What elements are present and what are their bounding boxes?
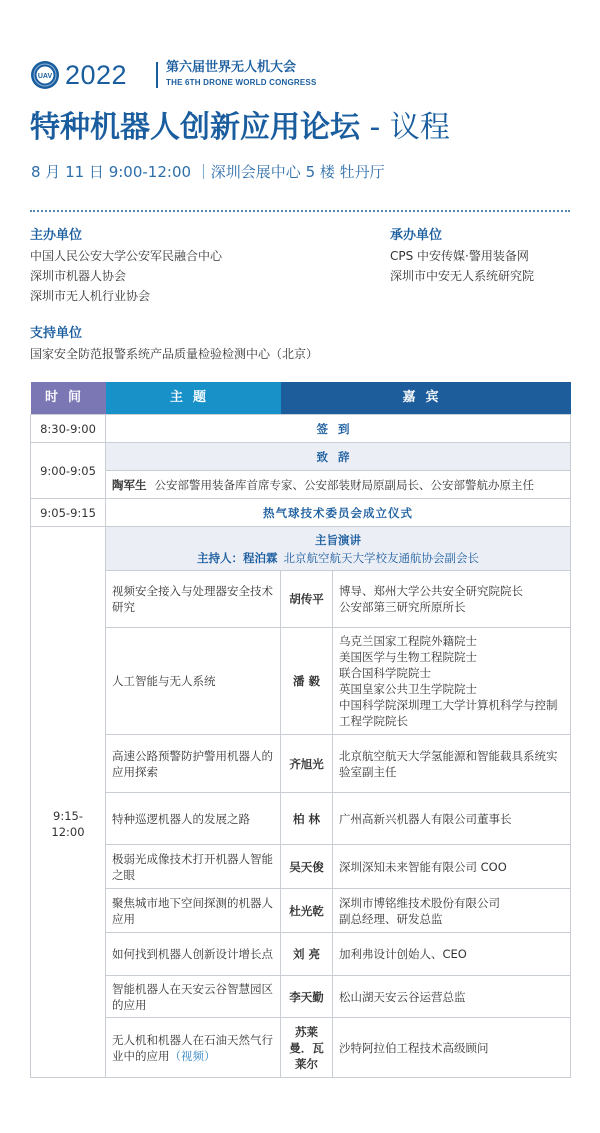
talk-speaker: 齐旭光 (281, 735, 333, 793)
talk-speaker: 柏 林 (281, 793, 333, 845)
talk-topic: 如何找到机器人创新设计增长点 (106, 933, 281, 976)
date-location: 8 月 11 日 9:00-12:00 ｜深圳会展中心 5 楼 牡丹厅 (31, 163, 385, 181)
dotted-divider (30, 210, 570, 212)
congress-name-cn: 第六届世界无人机大会 (166, 60, 297, 75)
talk-row (31, 845, 571, 889)
talk-row (31, 793, 571, 845)
talk-speaker-title: 加利弗设计创始人、CEO (333, 933, 571, 976)
support-item: 国家安全防范报警系统产品质量检验检测中心（北京） (30, 347, 319, 361)
talk-speaker-title: 松山湖天安云谷运营总监 (333, 976, 571, 1018)
agenda-table (30, 382, 571, 1078)
keynote-host-name: 程泊霖 (243, 550, 278, 565)
talk-topic: 智能机器人在天安云谷智慧园区的应用 (106, 976, 281, 1018)
speech-speaker-name: 陶军生 (112, 477, 147, 492)
talk-row (31, 889, 571, 933)
keynote-label: 主旨演讲 (315, 532, 361, 547)
talk-topic: 视频安全接入与处理器安全技术研究 (106, 571, 281, 628)
talk-speaker-title: 广州高新兴机器人有限公司董事长 (333, 793, 571, 845)
congress-name-en: THE 6TH DRONE WORLD CONGRESS (166, 78, 317, 87)
logo-text: UAV (37, 73, 53, 80)
uav-logo-icon (30, 60, 60, 90)
talk-row (31, 976, 571, 1018)
talk-speaker: 胡传平 (281, 571, 333, 628)
keynote-cell (106, 527, 571, 571)
talk-speaker-title: 深圳市博铭维技术股份有限公司 副总经理、研发总监 (333, 889, 571, 933)
page-title (30, 107, 450, 149)
congress-header (30, 58, 590, 94)
talk-speaker-title: 深圳深知未来智能有限公司 COO (333, 845, 571, 889)
talk-row (31, 1018, 571, 1078)
talk-topic: 极弱光成像技术打开机器人智能之眼 (106, 845, 281, 889)
speech-label: 致辞 (106, 443, 571, 471)
talk-speaker-title: 沙特阿拉伯工程技术高级顾问 (333, 1018, 571, 1078)
keynote-host-label: 主持人： (197, 550, 243, 565)
undertake-item: CPS 中安传媒·警用装备网 (390, 249, 529, 263)
talk-row (31, 735, 571, 793)
speech-row (31, 443, 571, 471)
signin-time: 8:30-9:00 (31, 415, 106, 443)
keynote-row (31, 527, 571, 571)
talk-speaker: 潘 毅 (281, 628, 333, 735)
host-heading: 主办单位 (30, 228, 83, 243)
signin-row (31, 415, 571, 443)
talk-topic-cell (106, 1018, 281, 1078)
signin-label: 签到 (106, 415, 571, 443)
talk-topic: 无人机和机器人在石油天然气行业中的应用 (112, 1032, 273, 1063)
speech-time: 9:00-9:05 (31, 443, 106, 499)
header-time: 时间 (31, 382, 106, 415)
undertake-heading: 承办单位 (390, 228, 443, 243)
talk-speaker: 吴天俊 (281, 845, 333, 889)
talk-row (31, 933, 571, 976)
video-note: （视频） (169, 1048, 216, 1063)
talk-topic: 人工智能与无人系统 (106, 628, 281, 735)
ceremony-row (31, 499, 571, 527)
talk-speaker: 苏莱曼．瓦莱尔 (281, 1018, 333, 1078)
keynote-host-title: 北京航空航天大学校友通航协会副会长 (283, 550, 479, 565)
congress-year: 2022 (65, 60, 128, 90)
talk-speaker: 刘 亮 (281, 933, 333, 976)
talk-speaker-title: 北京航空航天大学氢能源和智能载具系统实验室副主任 (333, 735, 571, 793)
talk-speaker-title: 博导、郑州大学公共安全研究院院长 公安部第三研究所原所长 (333, 571, 571, 628)
ceremony-label: 热气球技术委员会成立仪式 (106, 499, 571, 527)
speech-speaker-title: 公安部警用装备库首席专家、公安部装财局原副局长、公安部警航办原主任 (154, 477, 534, 492)
talk-speaker: 杜光乾 (281, 889, 333, 933)
talk-speaker: 李天勤 (281, 976, 333, 1018)
host-item: 深圳市无人机行业协会 (30, 289, 151, 303)
header-divider (156, 62, 158, 88)
title-main: 特种机器人创新应用论坛 (30, 110, 360, 145)
speech-speaker-cell (106, 471, 571, 499)
talk-topic: 高速公路预警防护警用机器人的应用探索 (106, 735, 281, 793)
agenda-header-row (31, 382, 571, 415)
host-item: 中国人民公安大学公安军民融合中心 (30, 249, 223, 263)
support-heading: 支持单位 (30, 326, 83, 341)
keynote-host-line (112, 549, 564, 567)
ceremony-time: 9:05-9:15 (31, 499, 106, 527)
talk-topic: 聚焦城市地下空间探测的机器人应用 (106, 889, 281, 933)
talk-row (31, 628, 571, 735)
talk-row (31, 571, 571, 628)
keynote-time-blank (31, 527, 106, 571)
host-item: 深圳市机器人协会 (30, 269, 127, 283)
header-topic: 主题 (106, 382, 281, 415)
speech-speaker-row (31, 471, 571, 499)
keynote-time: 9:15-12:00 (31, 571, 106, 1078)
header-guest: 嘉宾 (281, 382, 571, 415)
talk-topic: 特种巡逻机器人的发展之路 (106, 793, 281, 845)
undertake-item: 深圳市中安无人系统研究院 (390, 269, 535, 283)
talk-speaker-title: 乌克兰国家工程院外籍院士 美国医学与生物工程院院士 联合国科学院院士 英国皇家公共卫生学院院士 中国科学院深圳理工大学计算机科学与控制工程学院院长 (333, 628, 571, 735)
title-suffix: - 议程 (360, 110, 450, 145)
